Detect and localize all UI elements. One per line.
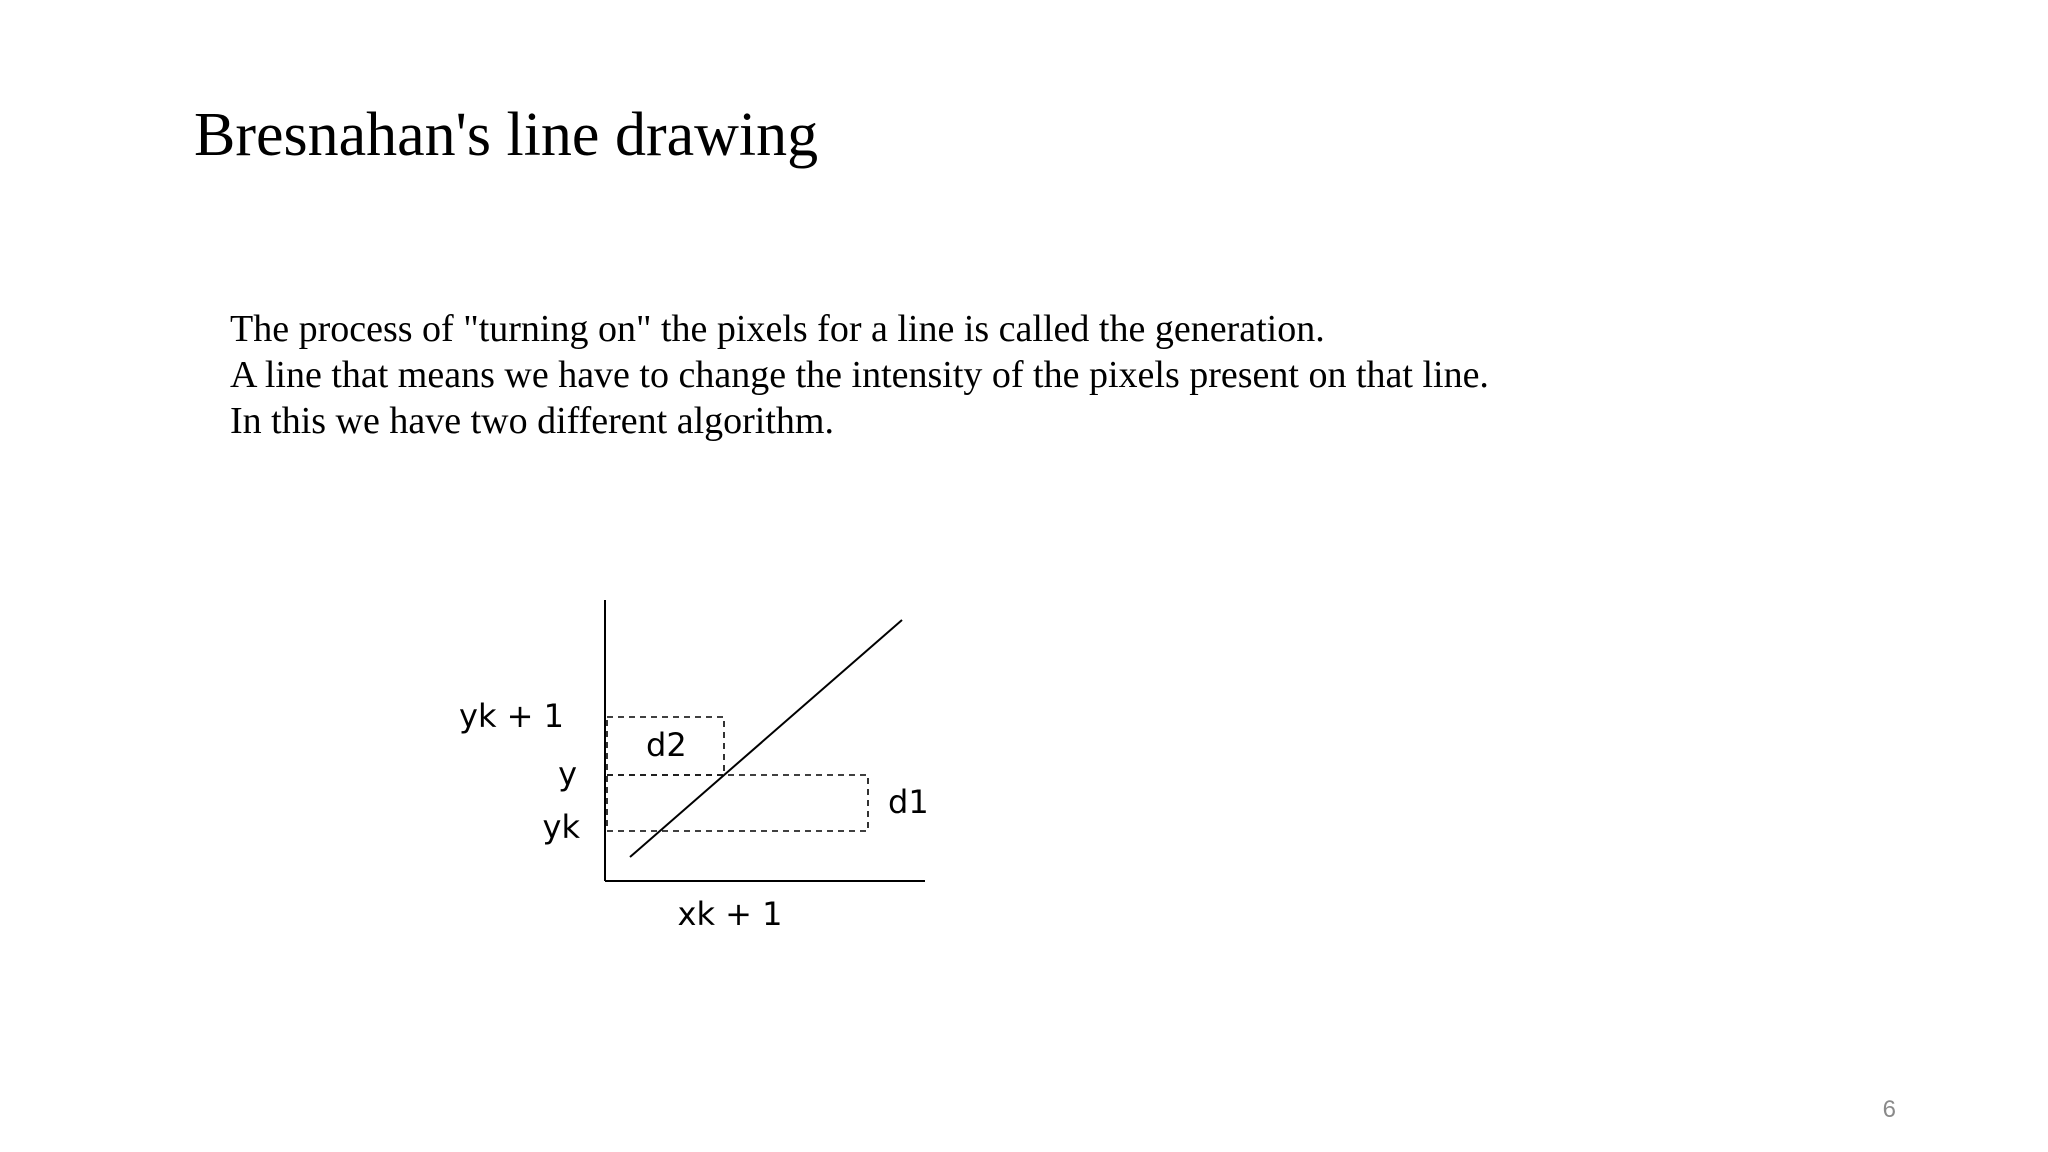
page-number: 6: [1882, 1096, 1896, 1123]
label-d2: d2: [646, 726, 687, 764]
label-d1: d1: [888, 783, 929, 821]
slide-title: Bresnahan's line drawing: [194, 101, 819, 169]
body-paragraph-1: The process of "turning on" the pixels for a line is called the generation.: [230, 308, 1325, 350]
label-xk-plus-1: xk + 1: [677, 895, 783, 933]
d1-dashed-box: [607, 775, 868, 831]
body-paragraph-2: A line that means we have to change the intensity of the pixels present on that line.: [230, 354, 1489, 396]
body-paragraph-3: In this we have two different algorithm.: [230, 400, 834, 442]
label-yk: yk: [542, 808, 580, 846]
label-y: y: [558, 755, 577, 793]
label-yk-plus-1: yk + 1: [459, 697, 564, 735]
